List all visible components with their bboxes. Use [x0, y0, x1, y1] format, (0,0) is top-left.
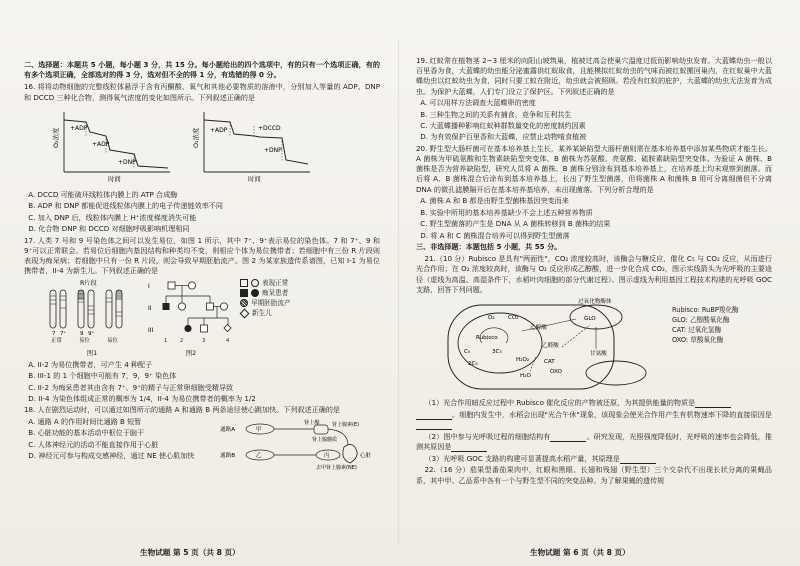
svg-text:1: 1 — [164, 338, 168, 345]
q18-medulla: 肾上腺髓质 — [312, 437, 338, 444]
q17-gen-2: II — [148, 305, 152, 313]
left-column — [24, 60, 380, 478]
q21-glyoxylate: 乙醛酸 — [542, 342, 559, 349]
q16-option-a: A. DCCD 可能破坏线粒体内膜上的 ATP 合成酶 — [28, 190, 178, 200]
q18-adrenal: 肾上腺 — [304, 420, 320, 427]
q16-fig1-label-2: +ADP — [92, 140, 110, 148]
q17-fig1-sub-3: 易位 — [107, 338, 118, 345]
q20-option-b: B. 实验中所用的基本培养基缺少不会上述五种营养物质 — [420, 207, 593, 217]
q16-option-b: B. ADP 和 DNP 都能促进线粒体内膜上的电子传递链效率不同 — [28, 201, 223, 211]
page-footer-right: 生物试题 第 6 页（共 8 页） — [530, 548, 630, 557]
q21-stem: 21.（10 分）Rubisco 是具有"两面性"，CO₂ 浓度较高时，该酶会与糖反应，催化 C₅ 与 CO₂ 反应，从而进行光合作用；在 O₂ 浓度较高时，该酶与 O₂ 反应形成乙醇酸，进一步化合成 CO₂，图示实线箭头为光呼吸的主要途径（虚线为高温、高湿条件下，水稻叶肉细胞的部分代谢过程）。图示虚线为利用基因工程技术构建的光呼吸 GOC 支路，回答下列问题。 — [416, 254, 772, 294]
q21-legend-rubisco: Rubisco: RuBP羧化酶 — [672, 305, 739, 314]
q18-option-b: B. 心脏功能的基本活动中枢位于脑干 — [28, 428, 145, 438]
q19-option-b: B. 三种生物之间的关系有捕食、竞争和互利共生 — [420, 109, 572, 119]
q17-fig2-caption: 图2 — [185, 348, 197, 357]
q16-fig1-label-3: +DNP — [118, 158, 136, 166]
q16-figures — [46, 106, 380, 187]
q21-figure-row — [446, 297, 772, 396]
q17-option-d: D. II-4 为染色体组成正常的概率为 1/4，II-4 为易位携带者的概率为 1/2 — [28, 393, 256, 403]
q17-fig1-chrom-7p: 7⁺ — [60, 331, 67, 338]
q20-stem: 20. 野生型大肠杆菌可在基本培养基上生长，某养某缺陷型大肠杆菌则需在基本培养基中添加某些物质才能生长。A 菌株为甲硫氨酸和生物素缺陷型突变体，B 菌株为苏氨酸、亮氨酸、硫胺素缺陷型突变体。为验证 A 菌株、B 菌株是否为营养缺陷型，研究人员将 A 菌株、B 菌株分别涂布到基本培养基上，在培养基上均未观察到菌落。而后将 A、B 菌株混合后涂布到基本培养基上，长出了野生型菌落，但将菌株 A 和菌株 B 用可分离细菌但不分离 DNA 的微孔滤膜隔开后在基本培养基培养，未出现菌落。下列分析合理的是 — [416, 143, 772, 194]
q18-option-a: A. 通路 A 的作用时间比通路 B 短暂 — [28, 417, 142, 427]
svg-text:4: 4 — [226, 338, 230, 345]
q16-fig2-ylabel: O₂浓度 — [192, 127, 200, 148]
q17-option-c: C. II-2 为痴呆患者其由含有 7⁺、9⁺的精子与正常卵细胞受精导致 — [28, 382, 234, 392]
q19-option-d: D. 为有效保护百里香和大蓝蝶，应禁止动物啃食植被 — [420, 132, 587, 142]
right-column — [416, 56, 772, 487]
q17-fig1-chrom-9: 9 — [80, 331, 84, 338]
q18-node-bing: 丙 — [324, 453, 330, 460]
q18-heart: 心脏 — [360, 453, 371, 460]
q21-legend-cat: CAT: 过氧化氢酶 — [672, 325, 722, 334]
q21-sub1: （1）光合作用暗反应过程中 Rubisco 催化反应的产物被还原，为其提供能量的物质是 — [416, 398, 772, 408]
q21-o2: O₂ — [488, 314, 495, 321]
q17-fig1-r-segment: R片段 — [80, 280, 97, 288]
q17-gen-3: III — [148, 327, 154, 335]
q18-figure — [220, 417, 380, 478]
q21-c5: C₅ — [464, 348, 471, 355]
q17-fig1-caption: 图1 — [86, 348, 98, 357]
q21-sub1-cont: 。细胞内发生中，水稻会出现"光合午休"现象，该现象会使光合作用产生有机物速率下降的直接原因是 — [416, 410, 772, 430]
q21-glo: GLO — [584, 315, 596, 322]
q21-sub2: （2）图中参与光呼吸过程的细胞结构有 。研究发现，光照强度降低时，光呼吸的速率也会降低，推测其原因是 — [416, 431, 773, 451]
q16-fig2-xlabel: 时间 — [248, 174, 261, 183]
q19-option-c: C. 大蓝蝶播种影响红蚁种群数量变化的密度制约因素 — [420, 121, 586, 131]
q18-node-yi: 乙 — [256, 453, 262, 460]
q17-fig1-chrom-9p: 9⁺ — [88, 331, 95, 338]
q18-norepinephrine: 去甲肾上腺素(NE) — [316, 465, 357, 472]
q19-option-a: A. 可以用样方法调查大蓝蝶卵的密度 — [420, 98, 536, 108]
q18-node-jia: 甲 — [256, 427, 262, 434]
q17-fig1 — [42, 278, 142, 357]
q21-3c3: 3C₃ — [492, 348, 502, 355]
q21-cat: CAT — [544, 358, 555, 365]
q17-legend — [240, 278, 291, 318]
q16-option-d: D. 化合物 DNP 和 DCCD 对细胞呼吸影响机理相同 — [28, 224, 190, 234]
q21-legend — [672, 297, 739, 396]
q21-glycine: 甘氨酸 — [590, 350, 607, 357]
q20-option-d: D. 将 A 和 C 菌株混合培养可以得到野生型菌落 — [420, 230, 570, 240]
q21-2c5: 2C₅ — [468, 360, 478, 367]
q18-epinephrine: 肾上腺素(E) — [332, 422, 360, 429]
q21-h2o2: H₂O₂ — [516, 356, 530, 363]
q18-option-d: D. 神经元可参与构成交感神经，通过 NE 使心肌加快 — [28, 451, 195, 461]
q17-option-a: A. II-2 为易位携带者，可产生 4 种配子 — [28, 359, 153, 369]
q16-fig1-ylabel: O₂浓度 — [52, 127, 60, 148]
legend-miscarriage: 早期胚胎流产 — [240, 298, 291, 308]
legend-newborn: 新生儿 — [240, 308, 291, 318]
q16-stem: 16. 将将动物细胞的完整线粒体悬浮于含有丙酮酸、氧气和其他必要物质的溶液中，分别加入等量的 ADP、DNP 和 DCCD 三种化合物，测得氧气浓度的变化如图所示。下列叙述正确的是 — [24, 82, 380, 102]
q17-fig1-chrom-7: 7 — [52, 331, 56, 338]
q18-body — [24, 417, 380, 478]
q17-fig1-sub-2: 易位 — [79, 338, 90, 345]
q17-option-b: B. III-1 的 1 个细胞中可能有 7，9，9⁺ 染色体 — [28, 371, 177, 381]
q17-stem: 17. 人类 7 号和 9 号染色体之间可以发生易位，如图 1 所示，其中 7⁺、9⁺表示易位的染色体。7 和 7⁺、9 和 9⁺可以正常联会。若易位后细胞内基因结构和种类均不变，则相应个体为易位携带者；若细胞中有三份 R 片段则表现为痴呆病；若细胞中只有一份 R 片段，则会导致早期胚胎流产。图 2 为某家族遗传系谱图，已知 I-1 为易位携带者，II-4 为新生儿。下列叙述正确的是 — [24, 235, 380, 276]
q16-option-c: C. 加入 DNP 后，线粒体内膜上 H⁺浓度梯度消失可能 — [28, 212, 197, 222]
q16-fig2 — [186, 106, 316, 187]
q20-option-c: C. 野生型菌落的产生是 DNA 从 A 菌株转移到 B 菌株的结果 — [420, 219, 611, 229]
q18-path-a: 通路A — [220, 427, 236, 434]
q21-diagram — [446, 297, 666, 396]
q18-path-b: 通路B — [220, 453, 236, 460]
q18-option-c: C. 人体神经元的活动不能直接作用于心脏 — [28, 439, 159, 449]
q16-fig2-label-2: +DCCD — [258, 124, 281, 132]
legend-dementia: 痴呆患者 — [240, 288, 291, 298]
q18-stem: 18. 人在剧烈运动时，可以通过如图所示的通路 A 和通路 B 两条途径使心跳加快。下列叙述正确的是 — [24, 405, 341, 415]
q16-fig1-label-1: +ADP — [70, 124, 88, 132]
q17-fig2 — [148, 278, 234, 357]
q22-stem: 22.（16 分）茄果型番茄果肉中，红眼和黑眼、长翅和残翅（野生型）三个交杂代不出现长状分离的果蝇品系，其中甲、乙品系中各有一个与野生型不同的突变品种。为了解果蝇的遗传规 — [416, 465, 772, 485]
section-2-heading: 二、选择题：本题共 5 小题，每小题 3 分，共 15 分。每小题给出的四个选项中，有的只有一个选项正确，有的有多个选项正确，全部选对的得 3 分，选对但不全的得 1 分，有选错的得 0 分。 — [24, 60, 380, 80]
q17-figures — [42, 278, 380, 357]
q21-glycolate: 乙醇酸 — [530, 324, 547, 331]
page-footer-left: 生物试题 第 5 页（共 8 页） — [140, 548, 240, 557]
q21-oxo: OXO — [550, 368, 562, 375]
q21-legend-oxo: OXO: 草酸氧化酶 — [672, 335, 724, 344]
q21-rubisco: Rubisco — [476, 334, 498, 341]
section-3-heading: 三、非选择题：本题包括 5 小题，共 55 分。 — [416, 241, 562, 251]
column-divider — [398, 40, 399, 546]
q16-fig2-label-1: +ADP — [210, 126, 228, 134]
svg-text:2: 2 — [180, 338, 184, 345]
q19-stem: 19. 红蚁常在植物茎 2~3 厘米的向阳山坡筑巢，植被过高会使巢穴温度过低而影响幼虫发育。大蓝蝶幼虫一般以百里香为食，大蓝蝶的幼虫能分泌蜜露供红蚁取食，且能模拟红蚁幼虫的气味而被红蚁搬回巢内，在红蚁巢中大蓝蝶幼虫以红蚁幼虫为食，同时只要工蚁在附近，幼虫就会被照顾。若没有红蚁的庇护，大蓝蝶的幼虫无法发育为成虫。为保护大蓝蝶，人们专门设立了保护区。下列叙述正确的是 — [416, 56, 772, 96]
q21-co2: CO₂ — [508, 314, 519, 321]
q21-peroxisome: 过氧化物酶体 — [578, 298, 612, 305]
q16-fig2-label-3: +DNP — [264, 146, 282, 154]
q21-h2o: H₂O — [520, 372, 531, 379]
q21-legend-glo: GLO: 乙醇酸氧化酶 — [672, 315, 730, 324]
q16-fig1-xlabel: 时间 — [108, 174, 121, 183]
q17-gen-1: I — [148, 283, 150, 291]
q21-sub3: （3）光呼吸 GOC 支路的构建可显著提高水稻产量，其原理是 — [416, 454, 772, 464]
legend-normal: 表现正常 — [240, 278, 291, 288]
q20-option-a: A. 菌株 A 和 B 都是由野生型菌株基因突变而来 — [420, 196, 569, 206]
svg-text:3: 3 — [202, 338, 206, 345]
q17-fig1-sub-1: 正常 — [51, 338, 62, 345]
q16-fig1 — [46, 106, 176, 187]
